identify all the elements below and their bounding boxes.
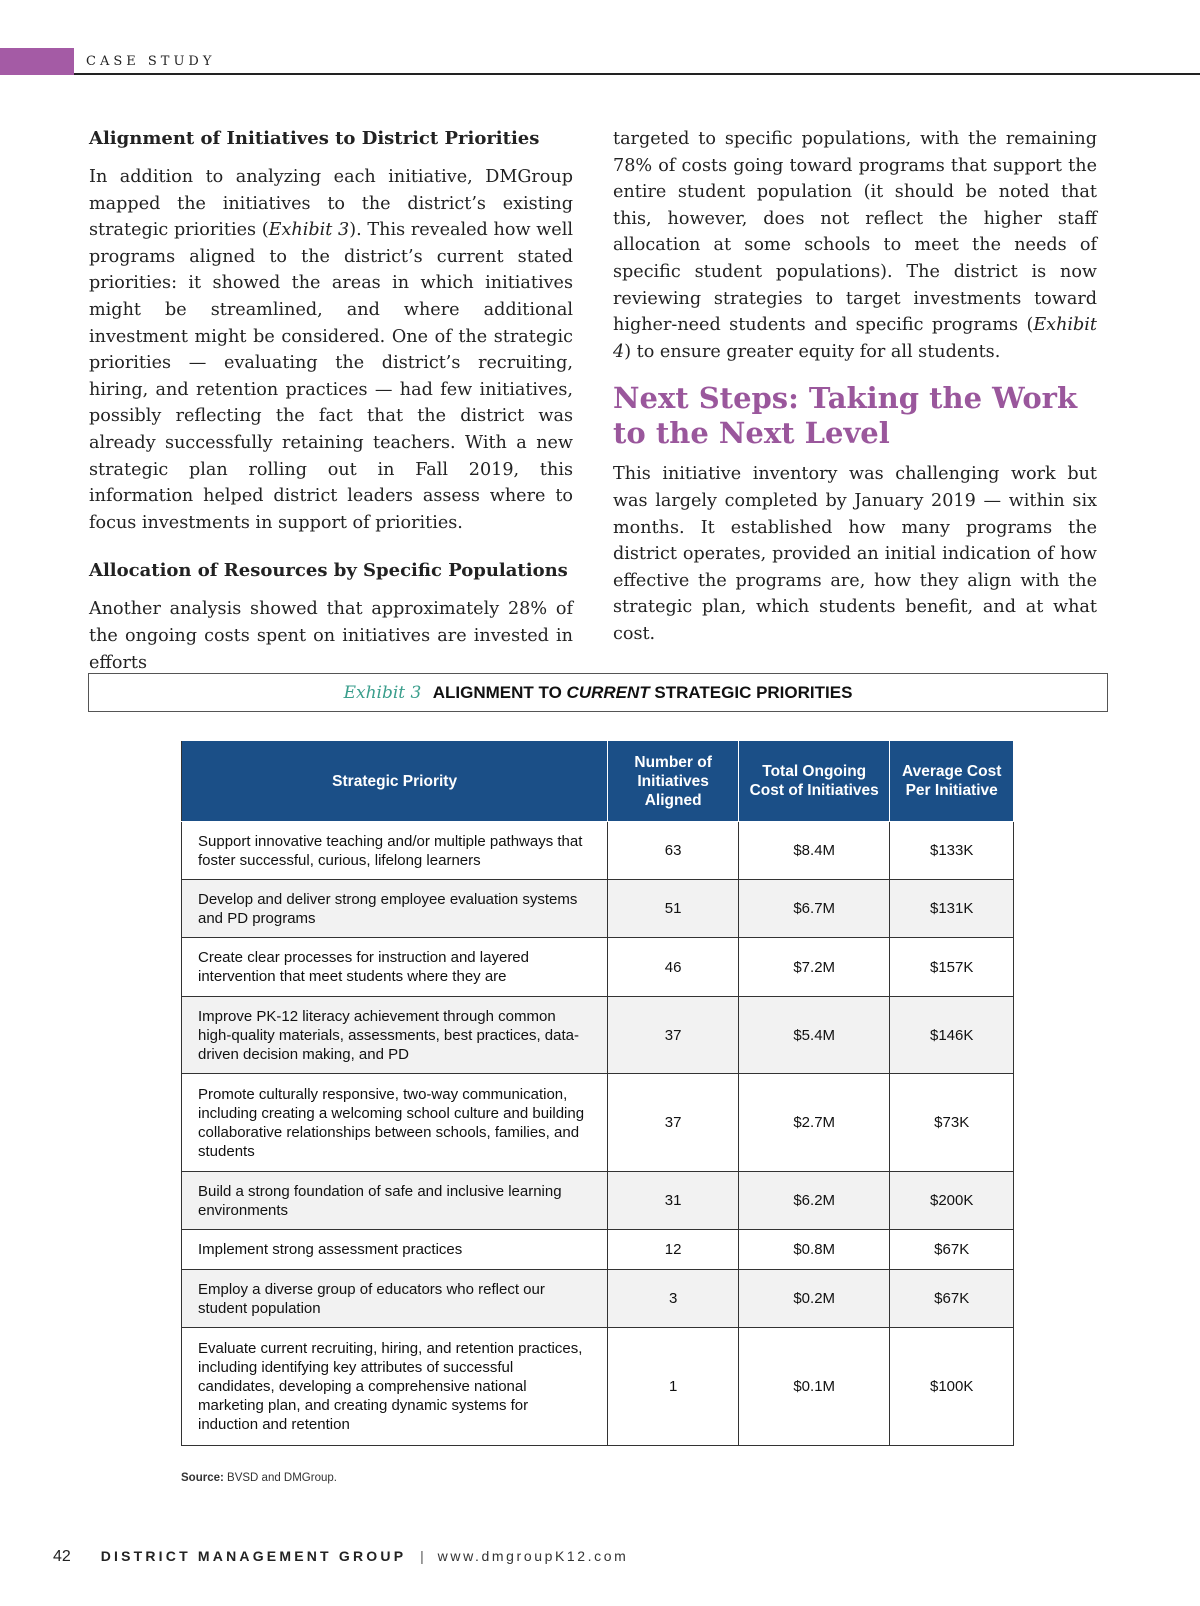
total-cost-cell: $5.4M: [739, 997, 890, 1074]
total-cost-cell: $0.2M: [739, 1270, 890, 1328]
count-cell: 31: [608, 1172, 739, 1230]
paragraph-text: ) to ensure greater equity for all students.: [624, 341, 1001, 362]
exhibit-title-box: [88, 673, 1108, 712]
table-header-row: [182, 741, 1014, 822]
exhibit-title-text: ALIGNMENT TO: [432, 683, 567, 702]
table-row: [182, 1328, 1014, 1446]
paragraph-allocation-continued: [613, 126, 1097, 365]
average-cost-cell: $73K: [890, 1074, 1014, 1172]
table-row: [182, 997, 1014, 1074]
priority-cell: Create clear processes for instruction and layered intervention that meet students where they are: [182, 938, 608, 997]
heading-alignment: Alignment of Initiatives to District Priorities: [89, 128, 540, 149]
exhibit-title: [433, 683, 853, 702]
page-number: 42: [53, 1548, 71, 1565]
right-column: [613, 126, 1097, 648]
header-accent-bar: [0, 48, 74, 75]
exhibit-title-italic: CURRENT: [566, 683, 650, 702]
table-row: [182, 822, 1014, 880]
column-header-count: Number of Initiatives Aligned: [608, 741, 739, 822]
priority-cell: Build a strong foundation of safe and inclusive learning environments: [182, 1172, 608, 1230]
section-label: CASE STUDY: [86, 54, 216, 69]
total-cost-cell: $7.2M: [739, 938, 890, 997]
priority-cell: Employ a diverse group of educators who reflect our student population: [182, 1270, 608, 1328]
table-row: [182, 1074, 1014, 1172]
paragraph-text: In addition to analyzing each initiative, DMGroup mapped the initiatives to the district’s existing strategic priorities (: [89, 167, 573, 241]
count-cell: 51: [608, 880, 739, 938]
average-cost-cell: $67K: [890, 1230, 1014, 1270]
source-text: BVSD and DMGroup.: [227, 1472, 337, 1484]
source-label: Source:: [181, 1472, 224, 1484]
paragraph-next-steps: This initiative inventory was challenging work but was largely completed by January 2019 — within six months. It established how many programs the district operates, provided an initial indication of how effective the programs are, how they align with the strategic plan, which students benefit, and at what cost.: [613, 464, 1097, 644]
priority-cell: Promote culturally responsive, two-way communication, including creating a welcoming school culture and building collaborative relationships between schools, families, and students: [182, 1074, 608, 1172]
column-header-total-cost: Total Ongoing Cost of Initiatives: [739, 741, 890, 822]
heading-next-steps: Next Steps: Taking the Work to the Next Level: [613, 381, 1078, 451]
average-cost-cell: $67K: [890, 1270, 1014, 1328]
exhibit-number: Exhibit 3: [343, 683, 422, 703]
exhibit-title-text: STRATEGIC PRIORITIES: [649, 683, 853, 702]
average-cost-cell: $157K: [890, 938, 1014, 997]
total-cost-cell: $8.4M: [739, 822, 890, 880]
priority-cell: Support innovative teaching and/or multiple pathways that foster successful, curious, lifelong learners: [182, 822, 608, 880]
footer-organization: DISTRICT MANAGEMENT GROUP: [100, 1548, 407, 1564]
exhibit-reference: Exhibit 3: [268, 220, 350, 241]
paragraph-allocation: Another analysis showed that approximately 28% of the ongoing costs spent on initiatives are invested in efforts: [89, 599, 573, 673]
column-header-average-cost: Average Cost Per Initiative: [890, 741, 1014, 822]
priority-cell: Implement strong assessment practices: [182, 1230, 608, 1270]
average-cost-cell: $200K: [890, 1172, 1014, 1230]
table-row: [182, 1172, 1014, 1230]
exhibit-reference: Exhibit 4: [613, 315, 1097, 362]
count-cell: 37: [608, 997, 739, 1074]
paragraph-text: ). This revealed how well programs aligned to the district’s current stated priorities: it showed the areas in which initiatives might be streamlined, and where additional investment might be considered. One of the strategic priorities — evaluating the district’s recruiting, hiring, and retention practices — had few initiatives, possibly reflecting the fact that the district was already successfully retaining teachers. With a new strategic plan rolling out in Fall 2019, this information helped district leaders assess where to focus investments in support of priorities.: [89, 220, 573, 533]
paragraph-text: targeted to specific populations, with the remaining 78% of costs going toward programs that support the entire student population (it should be noted that this, however, does not reflect the higher staff allocation at some schools to meet the needs of specific student populations). The district is now reviewing strategies to target investments toward higher-need students and specific programs (: [613, 129, 1097, 336]
total-cost-cell: $0.1M: [739, 1328, 890, 1446]
count-cell: 46: [608, 938, 739, 997]
total-cost-cell: $0.8M: [739, 1230, 890, 1270]
total-cost-cell: $2.7M: [739, 1074, 890, 1172]
strategic-priorities-table: [181, 740, 1014, 1446]
count-cell: 63: [608, 822, 739, 880]
priority-cell: Improve PK-12 literacy achievement through common high-quality materials, assessments, best practices, data-driven decision making, and PD: [182, 997, 608, 1074]
count-cell: 1: [608, 1328, 739, 1446]
average-cost-cell: $100K: [890, 1328, 1014, 1446]
heading-allocation: Allocation of Resources by Specific Populations: [89, 560, 568, 582]
average-cost-cell: $133K: [890, 822, 1014, 880]
table-source-note: [181, 1472, 337, 1484]
column-header-priority: Strategic Priority: [182, 741, 608, 822]
footer-url-link[interactable]: www.dmgroupK12.com: [437, 1548, 629, 1564]
table-row: [182, 938, 1014, 997]
count-cell: 12: [608, 1230, 739, 1270]
header-rule: [74, 73, 1200, 75]
table-row: [182, 1270, 1014, 1328]
table-row: [182, 1230, 1014, 1270]
priority-cell: Develop and deliver strong employee evaluation systems and PD programs: [182, 880, 608, 938]
table-row: [182, 880, 1014, 938]
count-cell: 3: [608, 1270, 739, 1328]
footer-separator: |: [420, 1548, 424, 1564]
average-cost-cell: $146K: [890, 997, 1014, 1074]
total-cost-cell: $6.2M: [739, 1172, 890, 1230]
average-cost-cell: $131K: [890, 880, 1014, 938]
total-cost-cell: $6.7M: [739, 880, 890, 938]
paragraph-alignment: [89, 164, 573, 536]
priority-cell: Evaluate current recruiting, hiring, and retention practices, including identifying key attributes of successful candidates, developing a comprehensive national marketing plan, and creating dynamic systems for induction and retention: [182, 1328, 608, 1446]
left-column: [89, 126, 573, 676]
page-footer: [53, 1548, 628, 1566]
count-cell: 37: [608, 1074, 739, 1172]
